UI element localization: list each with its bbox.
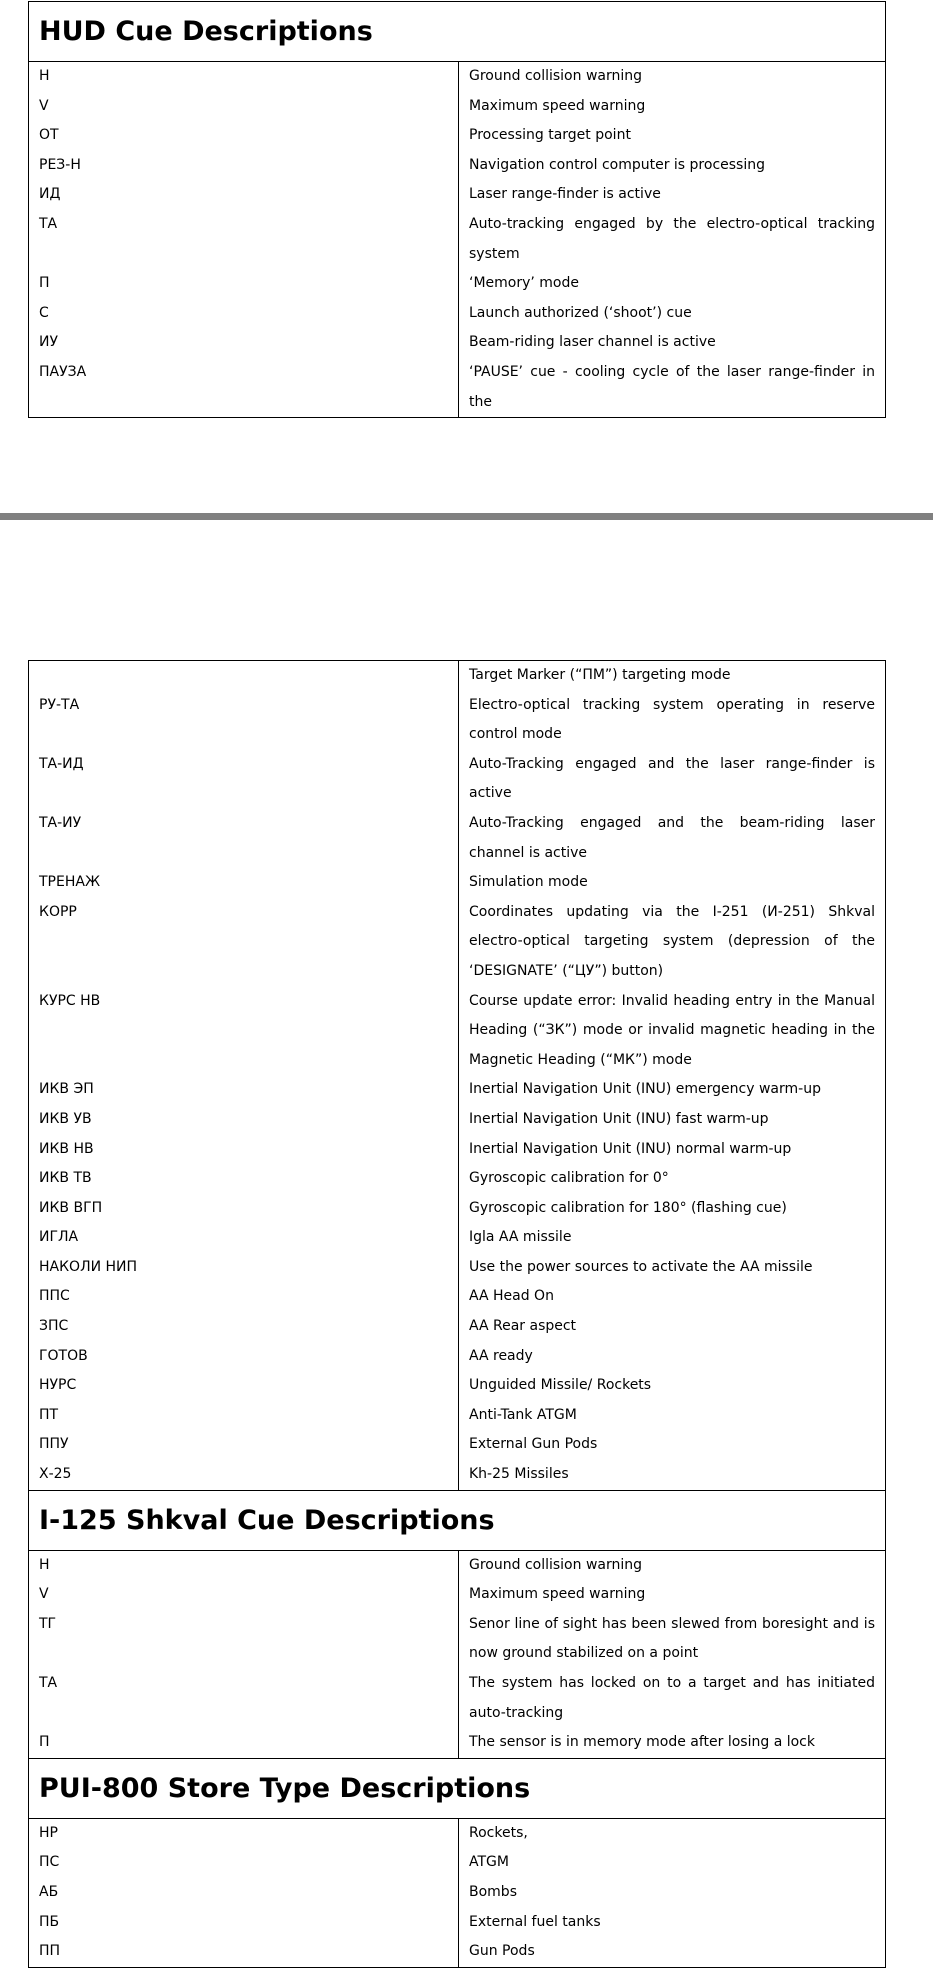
cue-description: Beam-riding laser channel is active <box>459 328 886 358</box>
table-row <box>29 809 886 868</box>
table-row <box>29 1728 886 1758</box>
table-row <box>29 1580 886 1610</box>
cue-description: Rockets, <box>459 1819 886 1849</box>
cue-code: ИД <box>29 180 459 210</box>
table-row <box>29 1194 886 1224</box>
cue-code: АБ <box>29 1878 459 1908</box>
cue-code: Н <box>29 1551 459 1581</box>
section-header <box>29 1759 886 1819</box>
table-row <box>29 1401 886 1431</box>
table-row <box>29 750 886 809</box>
table-row <box>29 1135 886 1165</box>
hud-cue-rows <box>29 62 886 418</box>
section-header <box>29 1491 886 1551</box>
cue-description: Inertial Navigation Unit (INU) normal warm-up <box>459 1135 886 1165</box>
cue-description: Coordinates updating via the I-251 (И-251) Shkval electro-optical targeting system (depression of the ‘DESIGNATE’ (“ЦУ”) button) <box>459 898 886 987</box>
cue-code: V <box>29 92 459 122</box>
cue-code: С <box>29 299 459 329</box>
cue-description: Course update error: Invalid heading entry in the Manual Heading (“ЗК”) mode or invalid magnetic heading in the Magnetic Heading (“МК”) mode <box>459 987 886 1076</box>
cue-description: Auto-Tracking engaged and the beam-riding laser channel is active <box>459 809 886 868</box>
cue-code: ЗПС <box>29 1312 459 1342</box>
cue-code: НАКОЛИ НИП <box>29 1253 459 1283</box>
table-row <box>29 62 886 92</box>
cue-code: КОРР <box>29 898 459 987</box>
table-row <box>29 328 886 358</box>
cue-code: ППС <box>29 1282 459 1312</box>
cue-code: ПС <box>29 1848 459 1878</box>
cue-code: КУРС НВ <box>29 987 459 1076</box>
cue-code: ИКВ ЭП <box>29 1075 459 1105</box>
table-row <box>29 151 886 181</box>
table-row <box>29 1223 886 1253</box>
section-title: HUD Cue Descriptions <box>29 2 886 62</box>
cue-description: Launch authorized (‘shoot’) cue <box>459 299 886 329</box>
table-row <box>29 898 886 987</box>
cue-description: Ground collision warning <box>459 62 886 92</box>
cue-code: ПБ <box>29 1908 459 1938</box>
cue-code: П <box>29 1728 459 1758</box>
cue-code: ТА-ИД <box>29 750 459 809</box>
table-row <box>29 1282 886 1312</box>
cue-description: Auto-Tracking engaged and the laser range-finder is active <box>459 750 886 809</box>
cue-code: ТА <box>29 1669 459 1728</box>
shkval-cue-rows <box>29 1551 886 1759</box>
cue-description: Unguided Missile/ Rockets <box>459 1371 886 1401</box>
pui-store-rows <box>29 1819 886 1967</box>
cue-code: Н <box>29 62 459 92</box>
cue-code: Х-25 <box>29 1460 459 1490</box>
cue-description: Kh-25 Missiles <box>459 1460 886 1490</box>
table-row <box>29 1253 886 1283</box>
hud-cue-table-body <box>29 2 886 62</box>
hud-cue-table-page1 <box>28 1 886 418</box>
table-row <box>29 1371 886 1401</box>
cue-code: ТА <box>29 210 459 269</box>
table-row <box>29 269 886 299</box>
cue-code: ИКВ УВ <box>29 1105 459 1135</box>
table-row <box>29 210 886 269</box>
cue-code: ИКВ ВГП <box>29 1194 459 1224</box>
cue-description: Anti-Tank ATGM <box>459 1401 886 1431</box>
table-row <box>29 1430 886 1460</box>
cue-description: ‘PAUSE’ cue - cooling cycle of the laser range-finder in the <box>459 358 886 418</box>
cue-code: ППУ <box>29 1430 459 1460</box>
cue-code: НР <box>29 1819 459 1849</box>
cue-code: РУ-ТА <box>29 691 459 750</box>
cue-description: Ground collision warning <box>459 1551 886 1581</box>
cue-code: ОТ <box>29 121 459 151</box>
cue-description: Maximum speed warning <box>459 92 886 122</box>
table-row <box>29 661 886 691</box>
cue-description: AA ready <box>459 1342 886 1372</box>
cue-description: Target Marker (“ПМ”) targeting mode <box>459 661 886 691</box>
cue-code: РЕЗ-Н <box>29 151 459 181</box>
section-title: I-125 Shkval Cue Descriptions <box>29 1491 886 1551</box>
cue-code: ИГЛА <box>29 1223 459 1253</box>
cue-description: Igla AA missile <box>459 1223 886 1253</box>
cue-description: External fuel tanks <box>459 1908 886 1938</box>
table-row <box>29 987 886 1076</box>
cue-code: ТГ <box>29 1610 459 1669</box>
cue-description: Maximum speed warning <box>459 1580 886 1610</box>
cue-code: П <box>29 269 459 299</box>
cue-description: Bombs <box>459 1878 886 1908</box>
table-row <box>29 1819 886 1849</box>
table-row <box>29 868 886 898</box>
table-row <box>29 1610 886 1669</box>
table-row <box>29 1075 886 1105</box>
hud-cue-rows-continued <box>29 661 886 1491</box>
cue-code <box>29 661 459 691</box>
cue-description: Gyroscopic calibration for 180° (flashing cue) <box>459 1194 886 1224</box>
table-row <box>29 1551 886 1581</box>
cue-description: AA Head On <box>459 1282 886 1312</box>
table-row <box>29 92 886 122</box>
cue-description: Navigation control computer is processing <box>459 151 886 181</box>
table-row <box>29 1848 886 1878</box>
cue-code: ТА-ИУ <box>29 809 459 868</box>
cue-description: Auto-tracking engaged by the electro-optical tracking system <box>459 210 886 269</box>
cue-description: Inertial Navigation Unit (INU) emergency warm-up <box>459 1075 886 1105</box>
table-row <box>29 1105 886 1135</box>
cue-description: Electro-optical tracking system operating in reserve control mode <box>459 691 886 750</box>
cue-description: ‘Memory’ mode <box>459 269 886 299</box>
table-row <box>29 1878 886 1908</box>
cue-code: V <box>29 1580 459 1610</box>
cue-code: ПАУЗА <box>29 358 459 418</box>
cue-description: ATGM <box>459 1848 886 1878</box>
table-row <box>29 180 886 210</box>
cue-code: ПП <box>29 1937 459 1967</box>
cue-code: ИКВ ТВ <box>29 1164 459 1194</box>
cue-description: Processing target point <box>459 121 886 151</box>
cue-code: ГОТОВ <box>29 1342 459 1372</box>
cue-description: Gun Pods <box>459 1937 886 1967</box>
page-divider <box>0 513 933 520</box>
cue-description: Simulation mode <box>459 868 886 898</box>
cue-description: Inertial Navigation Unit (INU) fast warm-up <box>459 1105 886 1135</box>
cue-description: Senor line of sight has been slewed from boresight and is now ground stabilized on a point <box>459 1610 886 1669</box>
cue-description: Gyroscopic calibration for 0° <box>459 1164 886 1194</box>
cue-code: ТРЕНАЖ <box>29 868 459 898</box>
table-row <box>29 1908 886 1938</box>
cue-description: External Gun Pods <box>459 1430 886 1460</box>
cue-description: The sensor is in memory mode after losing a lock <box>459 1728 886 1758</box>
table-row <box>29 1937 886 1967</box>
cue-code: ИУ <box>29 328 459 358</box>
table-row <box>29 1669 886 1728</box>
section-header <box>29 2 886 62</box>
section-title: PUI-800 Store Type Descriptions <box>29 1759 886 1819</box>
cue-code: ПТ <box>29 1401 459 1431</box>
table-row <box>29 1312 886 1342</box>
cue-description: Laser range-finder is active <box>459 180 886 210</box>
table-row <box>29 691 886 750</box>
cue-description: Use the power sources to activate the AA missile <box>459 1253 886 1283</box>
table-row <box>29 1460 886 1490</box>
cue-code: НУРС <box>29 1371 459 1401</box>
cue-description: AA Rear aspect <box>459 1312 886 1342</box>
cue-code: ИКВ НВ <box>29 1135 459 1165</box>
table-row <box>29 1164 886 1194</box>
cue-tables-page2 <box>28 660 886 1968</box>
table-row <box>29 1342 886 1372</box>
cue-description: The system has locked on to a target and has initiated auto-tracking <box>459 1669 886 1728</box>
table-row <box>29 299 886 329</box>
table-row <box>29 358 886 418</box>
table-row <box>29 121 886 151</box>
